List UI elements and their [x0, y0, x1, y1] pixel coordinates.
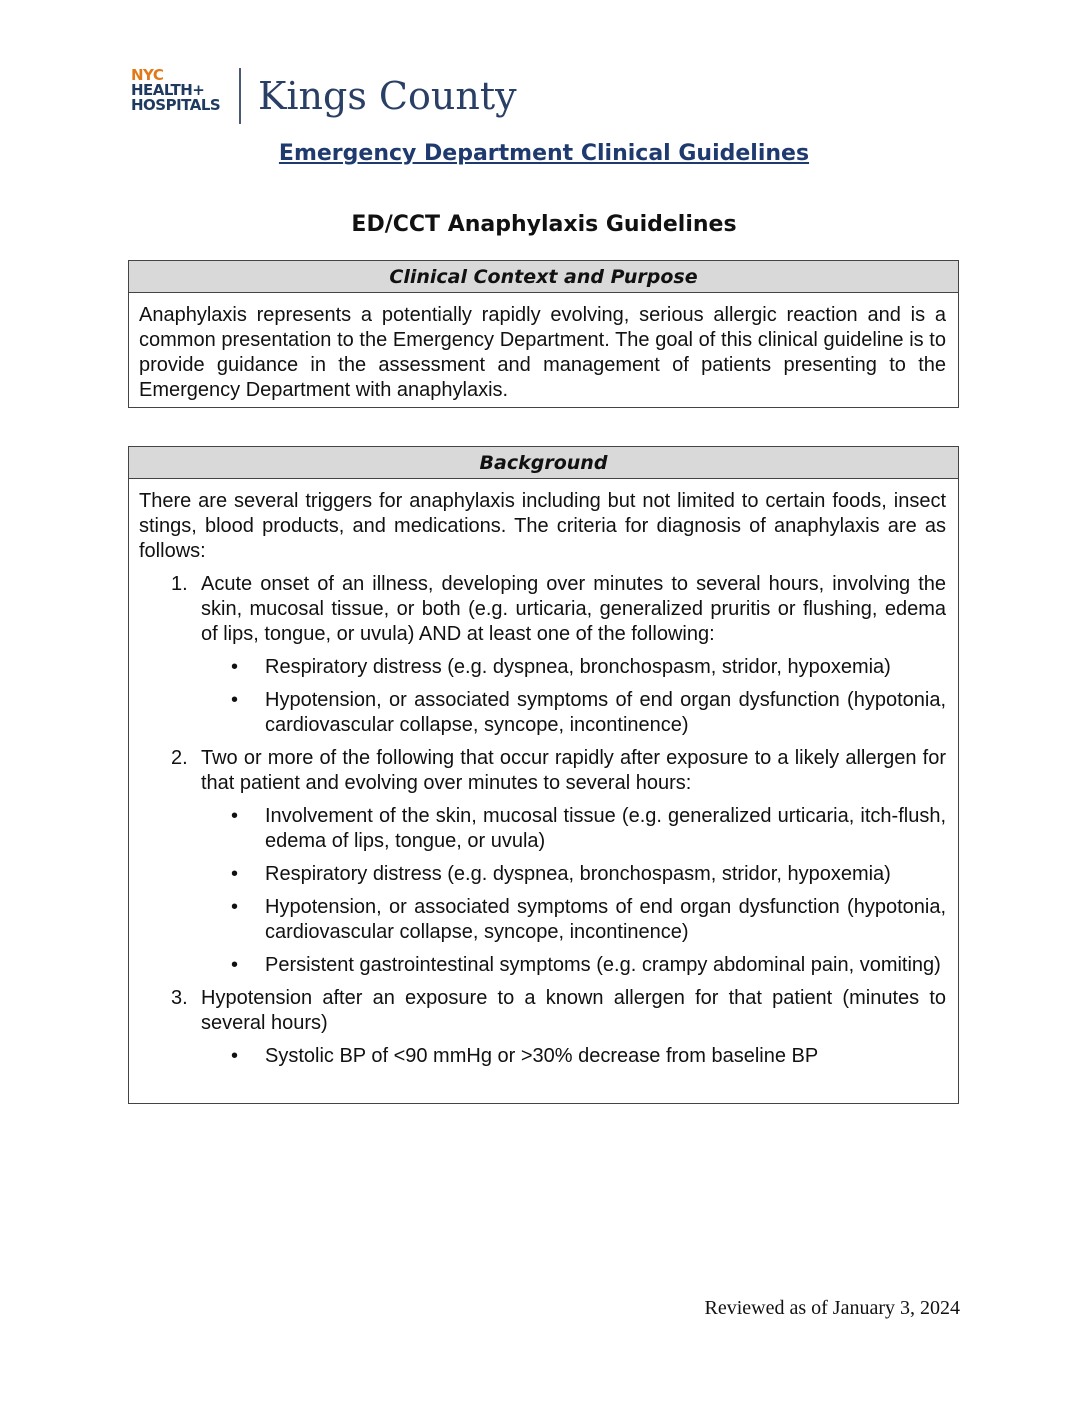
background-section: [128, 446, 959, 1104]
document-title: ED/CCT Anaphylaxis Guidelines: [351, 212, 737, 237]
criteria-bullets: [201, 655, 946, 738]
list-item: [201, 1044, 946, 1069]
logo-divider: [239, 68, 241, 124]
list-item: [201, 862, 946, 887]
logo-line-nyc: NYC: [131, 66, 164, 84]
department-title: Emergency Department Clinical Guidelines: [278, 141, 810, 166]
bullet-icon: •: [231, 805, 239, 827]
bullet-text: Persistent gastrointestinal symptoms (e.g. crampy abdominal pain, vomiting): [265, 954, 941, 976]
bullet-icon: •: [231, 656, 239, 678]
criteria-item: [139, 572, 946, 738]
criteria-number: 3.: [171, 987, 188, 1009]
list-item: [201, 953, 946, 978]
section-heading: Clinical Context and Purpose: [129, 261, 958, 293]
criteria-bullets: [201, 1044, 946, 1069]
bullet-icon: •: [231, 954, 239, 976]
logo-line-hospitals: HOSPITALS: [131, 96, 221, 114]
nyc-health-hospitals-mark: [131, 68, 220, 113]
criteria-item: [139, 986, 946, 1069]
background-body: [129, 479, 958, 1075]
bullet-icon: •: [231, 863, 239, 885]
bullet-text: Hypotension, or associated symptoms of end organ dysfunction (hypotonia, cardiovascular collapse, syncope, incontinence): [265, 896, 946, 943]
list-item: [201, 895, 946, 945]
criteria-text: Acute onset of an illness, developing over minutes to several hours, involving the skin, mucosal tissue, or both (e.g. urticaria, generalized pruritis or flushing, edema of lips, tongue, or uvula) AND at least one of the following:: [201, 573, 946, 645]
bullet-text: Involvement of the skin, mucosal tissue (e.g. generalized urticaria, itch-flush, edema of lips, tongue, or uvula): [265, 805, 946, 852]
bullet-text: Systolic BP of <90 mmHg or >30% decrease from baseline BP: [265, 1045, 819, 1067]
bullet-text: Respiratory distress (e.g. dyspnea, bronchospasm, stridor, hypoxemia): [265, 656, 891, 678]
criteria-number: 1.: [171, 573, 188, 595]
section-heading: Background: [129, 447, 958, 479]
list-item: [201, 655, 946, 680]
section-text: Anaphylaxis represents a potentially rapidly evolving, serious allergic reaction and is a common presentation to the Emergency Department. The goal of this clinical guideline is to provide guidance in the assessment and management of patients presenting to the Emergency Department with anaphylaxis.: [139, 304, 946, 401]
background-intro: There are several triggers for anaphylaxis including but not limited to certain foods, insect stings, blood products, and medications. The criteria for diagnosis of anaphylaxis are as follows:: [139, 490, 946, 562]
list-item: [201, 804, 946, 854]
bullet-icon: •: [231, 1045, 239, 1067]
bullet-icon: •: [231, 896, 239, 918]
review-date: Reviewed as of January 3, 2024: [704, 1297, 960, 1319]
criteria-bullets: [201, 804, 946, 978]
bullet-text: Respiratory distress (e.g. dyspnea, bronchospasm, stridor, hypoxemia): [265, 863, 891, 885]
bullet-text: Hypotension, or associated symptoms of end organ dysfunction (hypotonia, cardiovascular collapse, syncope, incontinence): [265, 689, 946, 736]
criteria-number: 2.: [171, 747, 188, 769]
clinical-context-section: [128, 260, 959, 408]
criteria-item: [139, 746, 946, 978]
logo-facility-name: Kings County: [258, 74, 517, 118]
bullet-icon: •: [231, 689, 239, 711]
logo-line-health: HEALTH+: [131, 81, 205, 99]
criteria-text: Two or more of the following that occur rapidly after exposure to a likely allergen for that patient and evolving over minutes to several hours:: [201, 747, 946, 794]
criteria-text: Hypotension after an exposure to a known allergen for that patient (minutes to several hours): [201, 987, 946, 1034]
list-item: [201, 688, 946, 738]
